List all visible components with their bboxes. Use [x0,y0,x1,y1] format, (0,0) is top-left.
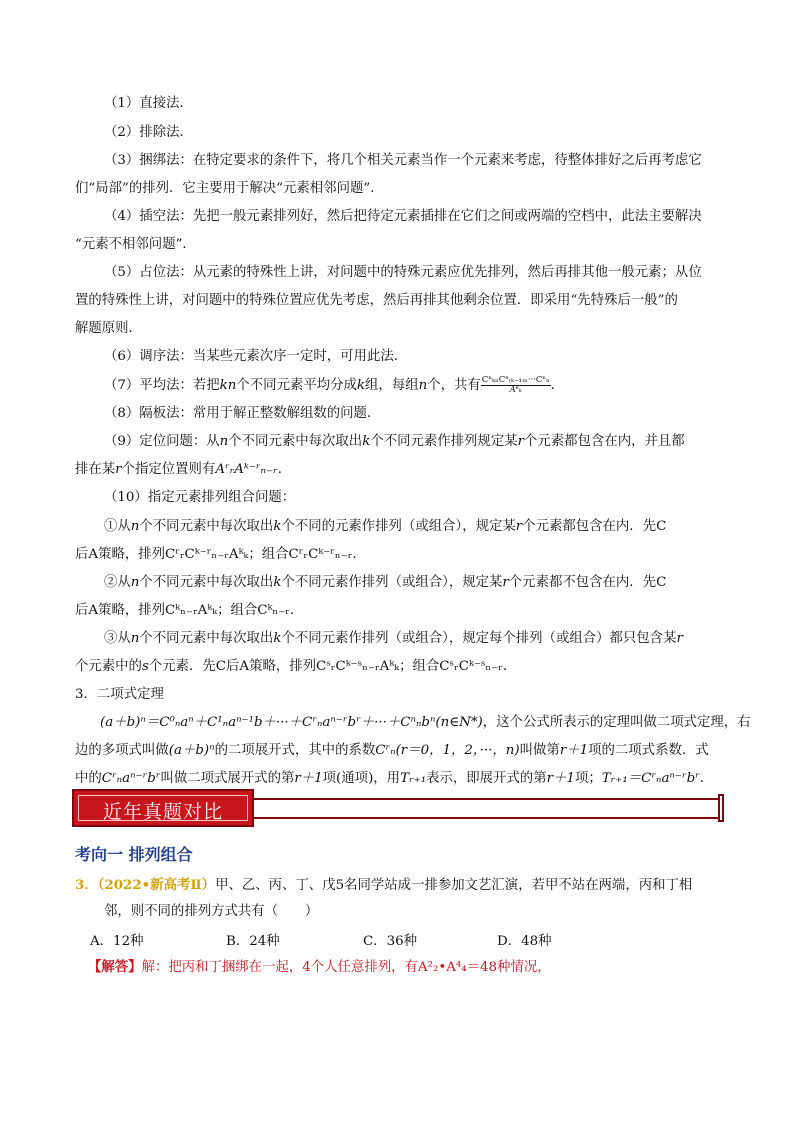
method-5-text-c: 解题原则． [75,321,142,336]
method-7 [104,376,564,395]
c1a-pre: ①从 [104,519,131,534]
method-7-mid1: 个不同元素平均分成 [236,378,357,393]
method-3-line1 [104,152,702,170]
case-2-line2 [75,602,303,620]
position-formula: AʳᵣAᵏ⁻ʳₙ₋ᵣ [215,462,278,477]
var-k: k [273,575,282,590]
l3-term: r＋1 [294,771,323,786]
m9a-mid2: 个不同元素作排列规定某 [370,434,518,449]
method-2-text: （2）排除法． [104,125,193,140]
var-k: k [273,519,282,534]
question-text-b: 邻，则不同的排列方式共有（ ） [104,904,319,919]
var-n: n [219,434,229,449]
option-c: C．36种 [363,934,418,949]
c1a-mid1: 个不同元素中每次取出 [139,519,274,534]
c2a-pre: ②从 [104,575,131,590]
binomial-line1 [100,714,751,732]
method-8-text: （8）隔板法：常用于解正整数解组数的问题． [104,406,381,421]
c2b-end: ． [289,603,304,618]
c1b-end: ． [352,547,366,562]
c3a-pre: ③从 [104,631,131,646]
var-kn: kn [219,378,237,393]
method-3-text-a: （3）捆绑法：在特定要求的条件下，将几个相关元素当作一个元素来考虑，待整体排好之后再考虑它 [104,153,702,168]
case-3-line1 [104,630,683,648]
m9b-end: ． [277,462,292,477]
method-2 [104,124,193,142]
method-5-text-a: （5）占位法：从元素的特殊性上讲，对问题中的特殊元素应优先排列，然后再排其他一般元素；从位 [104,265,702,280]
binomial-line3 [75,770,713,788]
method-7-pre: （7）平均法：若把 [104,378,220,393]
method-7-end: ． [550,378,565,393]
method-4-line2 [75,236,196,254]
l3-t-formula: Tᵣ₊₁＝Cʳₙaⁿ⁻ʳbʳ [601,771,700,786]
option-d: D．48种 [497,934,552,949]
l3-mid: 叫做二项式展开式的第 [160,771,295,786]
c1a-mid2: 个不同的元素作排列（或组合），规定某 [281,519,516,534]
method-8 [104,405,380,423]
l3-end: ． [699,771,714,786]
method-7-mid3: 个，共有 [427,378,481,393]
c1b-pre: 后A策略，排列 [75,547,166,562]
method-1-text: （1）直接法． [104,96,193,111]
l3-term2: r＋1 [546,771,575,786]
l3-mid4: 项； [574,771,602,786]
l2-end: 项的二项式系数．式 [588,743,709,758]
c1a-end: 个元素都包含在内．先C [522,519,667,534]
var-n: n [130,631,140,646]
c2a-end: 个元素都不包含在内．先C [508,575,667,590]
section-banner [72,789,254,827]
m9a-pre: （9）定位问题：从 [104,434,220,449]
var-k: k [362,434,371,449]
method-3-text-b: 们“局部”的排列．它主要用于解决“元素相邻问题”． [75,181,384,196]
l2-formula: (a＋b)ⁿ [168,743,215,758]
method-6 [104,348,407,366]
c1b-formula-arrange: CʳᵣCᵏ⁻ʳₙ₋ᵣAᵏₖ [165,547,249,562]
question-number: 3．（2022•新高考Ⅱ） [75,877,216,893]
m9a-end: 个元素都包含在内，并且都 [524,434,685,449]
c3b-end: ． [502,659,517,674]
c3a-mid2: 个不同元素作排列（或组合），规定每个排列（或组合）都只包含某 [281,631,677,646]
c2a-mid1: 个不同元素中每次取出 [139,575,274,590]
average-formula [481,376,551,395]
l3-mid2: 项(通项)，用 [322,771,401,786]
case-1-line2 [75,546,366,564]
binomial-heading-text: 3．二项式定理 [75,687,164,702]
case-1-line1 [104,518,666,536]
l2-term: r＋1 [559,743,589,758]
m9b-mid: 个指定位置则有 [121,462,216,477]
l3-t: Tᵣ₊₁ [400,771,427,786]
var-k: k [273,631,282,646]
formula-denominator: Aᵏₖ [509,385,522,395]
method-9-line2 [75,461,291,479]
method-10 [104,489,295,507]
var-s: s [141,659,149,674]
method-5-line2 [75,292,678,310]
binomial-formula: (a＋b)ⁿ＝C⁰ₙaⁿ＋C¹ₙaⁿ⁻¹b＋···＋Cʳₙaⁿ⁻ʳbʳ＋···＋Cⁿₙbⁿ(n∈N*) [100,715,483,730]
c1b-mid: ；组合 [248,547,289,562]
l3-pre: 中的 [75,771,102,786]
banner-end-cap [718,794,724,822]
binomial-line2 [75,742,709,760]
l2-mid: 的二项展开式，其中的系数 [214,743,376,758]
c3b-pre: 个元素中的 [75,659,142,674]
method-9-line1 [104,433,685,451]
var-r: r [515,519,523,534]
formula-numerator-c: C [481,375,489,385]
answer-end: ＝48种情况， [466,960,551,975]
l3-mid3: 表示，即展开式的第 [426,771,547,786]
c2b-pre: 后A策略，排列 [75,603,166,618]
method-5-line1 [104,264,702,282]
case-2-line1 [104,574,666,592]
method-4-line1 [104,208,702,226]
method-6-text: （6）调序法：当某些元素次序一定时，可用此法． [104,349,408,364]
method-5-text-b: 置的特殊性上讲，对问题中的特殊位置应优先考虑，然后再排其他剩余位置．即采用“先特殊后一般”的 [75,293,678,308]
option-a: A．12种 [90,934,144,949]
var-k: k [356,378,366,393]
c2b-formula-combine: Cᵏₙ₋ᵣ [257,603,290,618]
method-4-text-a: （4）插空法：先把一般元素排列好，然后把待定元素插排在它们之间或两端的空档中，此法主要解决 [104,209,702,224]
c3b-formula-combine: CˢᵣCᵏ⁻ˢₙ₋ᵣ [439,659,503,674]
method-1 [104,95,193,113]
binomial-heading [75,686,164,704]
l3-general-term: Cʳₙaⁿ⁻ʳbʳ [101,771,161,786]
formula-numerator-rest: ⁿₖₙCⁿ₍ₖ₋₁₎ₙ···Cⁿₙ [488,375,550,385]
l2-coefficient: Cʳₙ(r＝0，1，2，···，n) [375,743,520,758]
var-n: n [130,575,140,590]
c3b-mid1: 个元素．先C后A策略，排列 [148,659,317,674]
m9b-pre: 排在某 [75,462,116,477]
banner-title: 近年真题对比 [102,801,223,823]
c3b-mid2: ；组合 [399,659,440,674]
answer-line [88,958,551,977]
method-10-text: （10）指定元素排列组合问题： [104,490,296,505]
var-n: n [130,519,140,534]
banner-rule-bottom [254,817,720,819]
method-5-line3 [75,320,142,338]
c1b-formula-combine: CʳᵣCᵏ⁻ʳₙ₋ᵣ [288,547,353,562]
section-title: 考向一 排列组合 [75,845,193,864]
binomial-l1-text: ，这个公式所表示的定理叫做二项式定理，右 [482,715,751,730]
banner-rule-top [254,798,720,800]
var-n: n [418,378,428,393]
c3b-formula-arrange: CˢᵣCᵏ⁻ˢₙ₋ᵣAᵏₖ [316,659,400,674]
var-r: r [517,434,525,449]
c2b-mid: ；组合 [217,603,258,618]
case-3-line2 [75,658,516,676]
c2a-mid2: 个不同元素作排列（或组合），规定某 [281,575,503,590]
method-4-text-b: “元素不相邻问题”． [75,237,196,252]
var-r: r [115,462,122,477]
l2-mid2: 叫做第 [519,743,560,758]
option-b: B．24种 [226,934,280,949]
question-text-a: 甲、乙、丙、丁、戊5名同学站成一排参加文艺汇演，若甲不站在两端，丙和丁相 [215,878,693,893]
method-3-line2 [75,180,384,198]
answer-tag: 【解答】 [88,959,142,975]
answer-text: 解：把丙和丁捆绑在一起，4个人任意排列，有 [141,960,418,975]
c3a-mid1: 个不同元素中每次取出 [139,631,274,646]
l2-pre: 边的多项式叫做 [75,743,169,758]
m9a-mid1: 个不同元素中每次取出 [228,434,363,449]
answer-formula: A²₂•A⁴₄ [417,960,467,975]
var-r: r [502,575,509,590]
c2b-formula-arrange: Cᵏₙ₋ᵣAᵏₖ [165,603,218,618]
question-line1 [75,876,692,895]
method-7-mid2: 组，每组 [365,378,419,393]
question-line2 [104,903,318,921]
var-r: r [676,631,683,646]
